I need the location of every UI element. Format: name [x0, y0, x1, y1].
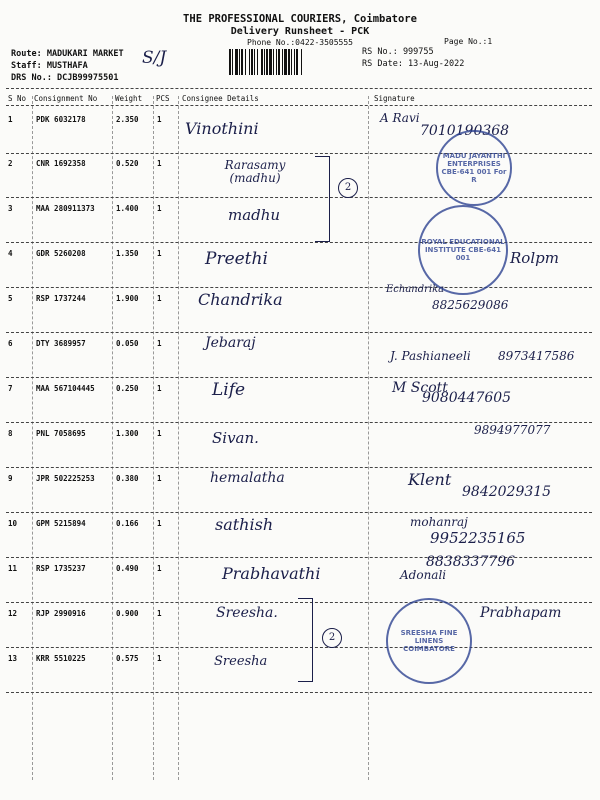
row-consignment-no: KRR 5510225	[36, 654, 86, 663]
row-signature: Klent	[408, 470, 452, 489]
row-consignment-no: RSP 1737244	[36, 294, 86, 303]
row-divider	[6, 512, 592, 513]
row-consignment-no: DTY 3689957	[36, 339, 86, 348]
row-consignment-no: MAA 280911373	[36, 204, 95, 213]
row-weight: 1.900	[116, 294, 139, 303]
col-divider	[178, 96, 179, 780]
row-sno: 3	[8, 204, 13, 213]
row-phone: 8973417586	[498, 349, 575, 363]
row-sno: 6	[8, 339, 13, 348]
row-sno: 9	[8, 474, 13, 483]
row-consignee: Preethi	[205, 249, 268, 269]
row-sno: 12	[8, 609, 18, 618]
row-weight: 0.250	[116, 384, 139, 393]
row-signature: Prabhapam	[480, 605, 562, 621]
staff-initials: S/J	[142, 48, 167, 68]
row-consignee: madhu	[228, 206, 281, 224]
col-divider	[32, 96, 33, 780]
row-weight: 0.166	[116, 519, 139, 528]
route-label: Route: MADUKARI MARKET	[11, 49, 124, 59]
row-phone: 9842029315	[462, 484, 552, 500]
group-bracket	[315, 156, 330, 242]
row-weight: 2.350	[116, 115, 139, 124]
row-pcs: 1	[157, 294, 162, 303]
stamp-text: MADU JAYANTHI ENTERPRISES CBE-641 001 For R	[441, 152, 507, 184]
row-weight: 0.050	[116, 339, 139, 348]
col-pcs: PCS	[156, 94, 170, 103]
col-divider	[112, 96, 113, 780]
row-signature: Adonali	[400, 568, 447, 582]
company-title: THE PROFESSIONAL COURIERS, Coimbatore	[183, 13, 417, 25]
table-top-rule	[6, 88, 592, 89]
row-pcs: 1	[157, 204, 162, 213]
row-signature: M Scott	[392, 380, 448, 396]
row-weight: 0.900	[116, 609, 139, 618]
row-consignee: Sreesha	[214, 654, 268, 669]
row-consignment-no: PDK 6032178	[36, 115, 86, 124]
row-consignment-no: PNL 7058695	[36, 429, 86, 438]
row-phone: 9080447605	[422, 390, 512, 406]
row-pcs: 1	[157, 654, 162, 663]
row-consignment-no: MAA 567104445	[36, 384, 95, 393]
page-number: Page No.:1	[444, 37, 493, 46]
row-divider	[6, 377, 592, 378]
row-pcs: 1	[157, 519, 162, 528]
drs-number: DRS No.: DCJB99975501	[11, 73, 119, 83]
row-phone: 7010190368	[420, 123, 510, 139]
row-signature: J. Pashianeeli	[390, 349, 471, 363]
row-consignee: Vinothini	[185, 119, 259, 138]
row-weight: 1.350	[116, 249, 139, 258]
row-divider	[6, 332, 592, 333]
col-divider	[368, 96, 369, 780]
row-sno: 13	[8, 654, 18, 663]
row-sno: 4	[8, 249, 13, 258]
runsheet-subtitle: Delivery Runsheet - PCK	[230, 26, 370, 37]
row-weight: 1.400	[116, 204, 139, 213]
row-phone: 9894977077	[474, 423, 551, 437]
row-consignee: Sreesha.	[216, 605, 278, 621]
barcode-icon	[229, 49, 349, 75]
rs-date: RS Date: 13-Aug-2022	[362, 59, 465, 69]
stamp-text: SREESHA FINE LINENS COIMBATORE	[400, 629, 458, 653]
row-consignee: Rarasamy (madhu)	[224, 158, 286, 185]
col-weight: Weight	[115, 94, 143, 103]
row-consignee: Chandrika	[198, 290, 283, 309]
row-weight: 0.490	[116, 564, 139, 573]
row-weight: 1.300	[116, 429, 139, 438]
row-consignee: Jebaraj	[205, 335, 256, 351]
row-pcs: 1	[157, 339, 162, 348]
row-sno: 8	[8, 429, 13, 438]
row-signature: Echandrika	[386, 284, 445, 295]
row-pcs: 1	[157, 159, 162, 168]
col-sno: S No	[8, 94, 27, 103]
table-header-rule	[6, 105, 592, 106]
row-sno: 5	[8, 294, 13, 303]
col-signature: Signature	[374, 94, 415, 103]
rs-number: RS No.: 999755	[362, 47, 434, 57]
company-stamp-3	[386, 598, 472, 684]
row-divider	[6, 197, 592, 198]
row-divider	[6, 287, 592, 288]
company-stamp-1	[436, 130, 512, 206]
row-pcs: 1	[157, 609, 162, 618]
row-signature: Rolpm	[510, 249, 559, 267]
row-consignee: hemalatha	[210, 470, 285, 486]
col-consignment: Consignment No	[34, 94, 98, 103]
row-phone: 9952235165	[430, 529, 526, 547]
row-pcs: 1	[157, 384, 162, 393]
row-consignee: Prabhavathi	[222, 564, 321, 583]
row-consignee: Life	[212, 380, 246, 400]
group-bracket	[298, 598, 313, 682]
row-phone: 8838337796	[426, 554, 516, 570]
row-consignee: sathish	[215, 515, 274, 534]
row-weight: 0.520	[116, 159, 139, 168]
row-sno: 1	[8, 115, 13, 124]
group-count-badge: 2	[322, 628, 342, 648]
col-consignee: Consignee Details	[182, 94, 259, 103]
row-consignee: Sivan.	[212, 429, 259, 447]
row-sno: 11	[8, 564, 18, 573]
row-signature: mohanraj	[410, 515, 468, 529]
col-divider	[153, 96, 154, 780]
row-sno: 7	[8, 384, 13, 393]
row-consignment-no: GPM 5215894	[36, 519, 86, 528]
stamp-text: ROYAL EDUCATIONAL INSTITUTE CBE-641 001	[421, 238, 505, 262]
row-pcs: 1	[157, 429, 162, 438]
company-phone: Phone No.:0422-3505555	[247, 38, 353, 47]
row-pcs: 1	[157, 115, 162, 124]
row-sno: 2	[8, 159, 13, 168]
row-pcs: 1	[157, 249, 162, 258]
row-consignment-no: GDR 5260208	[36, 249, 86, 258]
staff-label: Staff: MUSTHAFA	[11, 61, 88, 71]
row-divider	[6, 467, 592, 468]
row-signature: A Ravi	[380, 111, 420, 125]
row-pcs: 1	[157, 474, 162, 483]
company-stamp-2	[418, 205, 508, 295]
row-consignment-no: CNR 1692358	[36, 159, 86, 168]
row-consignment-no: RSP 1735237	[36, 564, 86, 573]
row-weight: 0.575	[116, 654, 139, 663]
row-weight: 0.380	[116, 474, 139, 483]
group-count-badge: 2	[338, 178, 358, 198]
row-pcs: 1	[157, 564, 162, 573]
row-consignment-no: JPR 502225253	[36, 474, 95, 483]
row-divider	[6, 692, 592, 693]
row-phone: 8825629086	[432, 298, 509, 312]
row-sno: 10	[8, 519, 18, 528]
row-consignment-no: RJP 2990916	[36, 609, 86, 618]
